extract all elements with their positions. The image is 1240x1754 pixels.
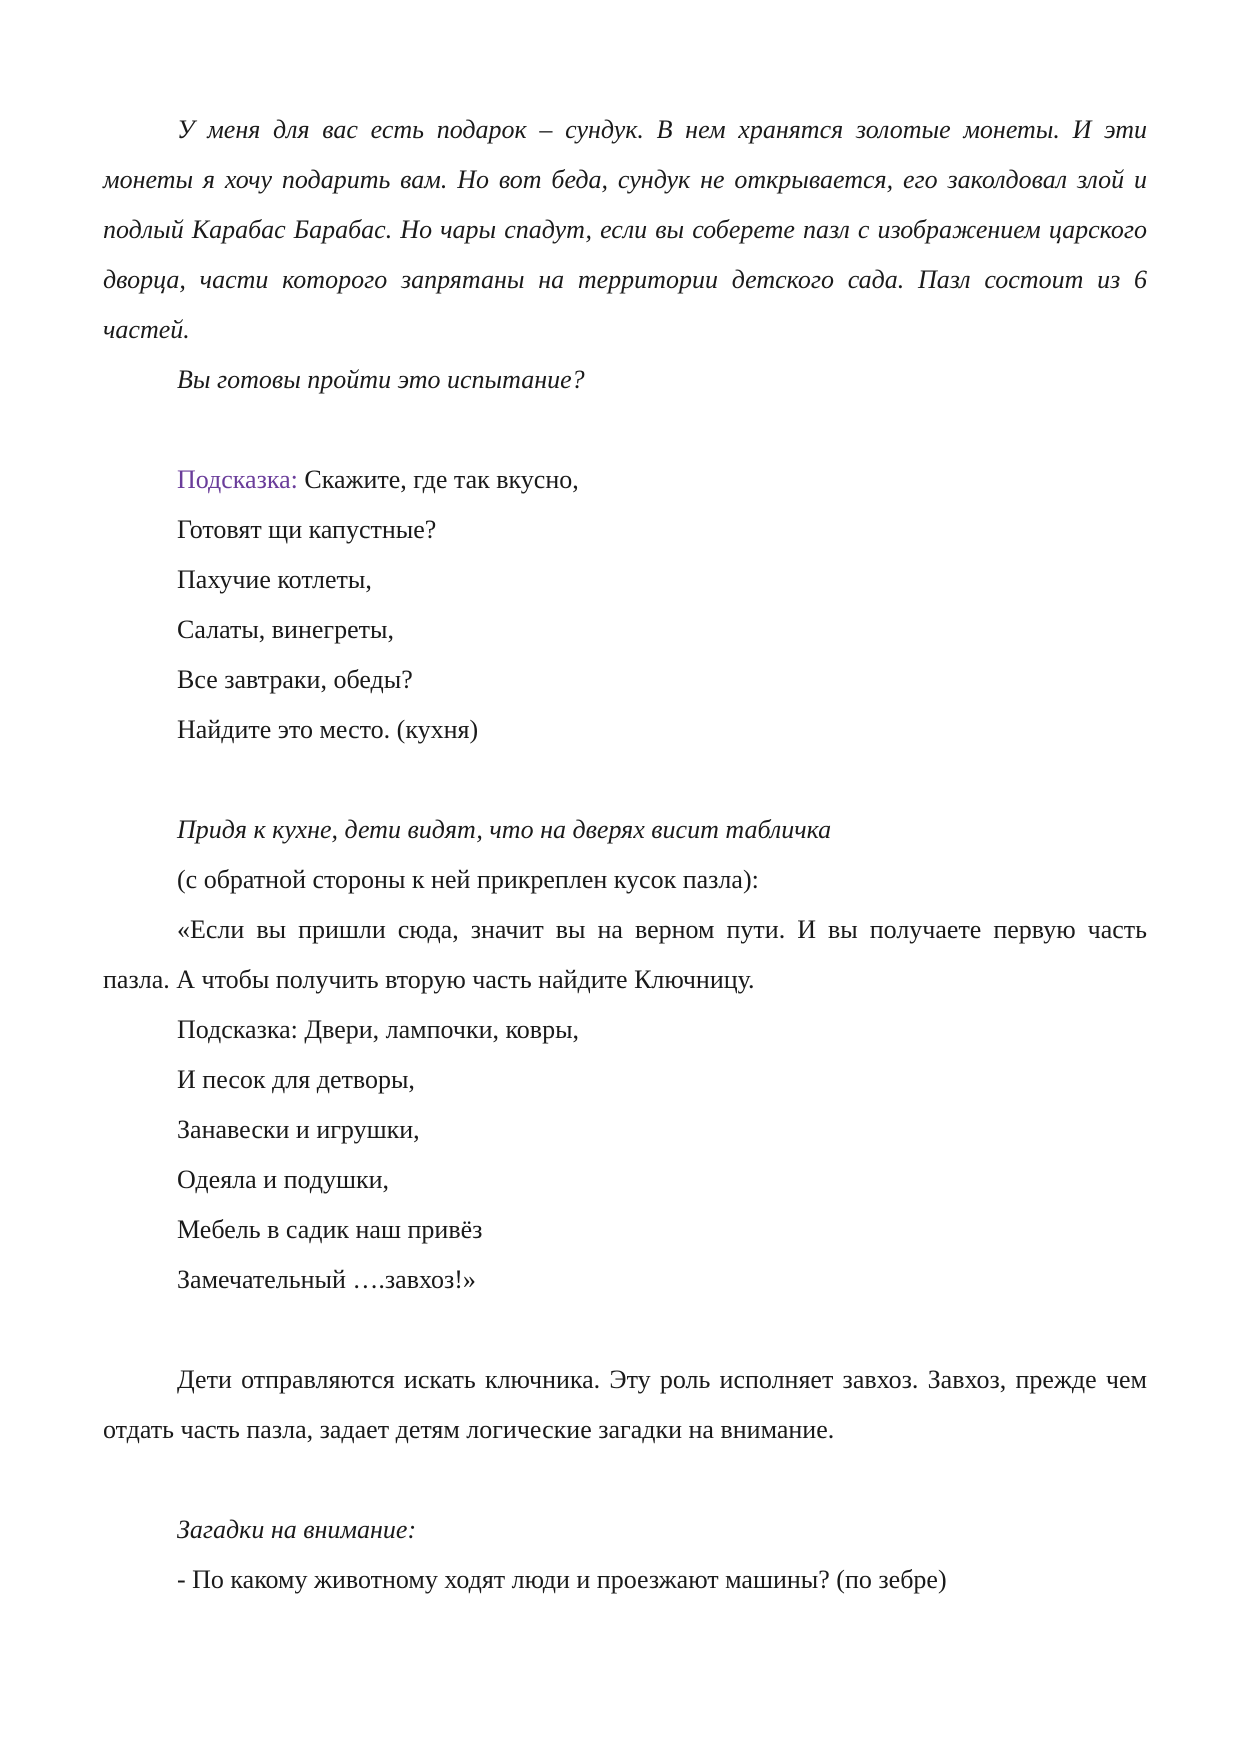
kitchen-note: (с обратной стороны к ней прикреплен кусок пазла): <box>177 865 759 894</box>
spacer <box>103 1305 1147 1355</box>
riddle2-line: Мебель в садик наш привёз <box>177 1215 483 1244</box>
attention-heading: Загадки на внимание: <box>177 1515 417 1544</box>
riddle1-line: Салаты, винегреты, <box>177 615 394 644</box>
riddle2-line: Одеяла и подушки, <box>177 1165 390 1194</box>
spacer <box>103 755 1147 805</box>
document-body <box>103 105 1147 1605</box>
spacer <box>103 405 1147 455</box>
intro-paragraph: У меня для вас есть подарок – сундук. В нем хранятся золотые монеты. И эти монеты я хочу подарить вам. Но вот беда, сундук не открывается, его заколдовал злой и подлый Карабас Барабас. Но чары спадут, если вы соберете пазл с изображением царского дворца, части которого запрятаны на территории детского сада. Пазл состоит из 6 частей. <box>103 115 1147 344</box>
riddle2-line: И песок для детворы, <box>177 1065 415 1094</box>
intro-question: Вы готовы пройти это испытание? <box>177 365 585 394</box>
kitchen-narration: Придя к кухне, дети видят, что на дверях висит табличка <box>177 815 832 844</box>
sign-text: «Если вы пришли сюда, значит вы на верном пути. И вы получаете первую часть пазла. А чтобы получить вторую часть найдите Ключницу. <box>103 915 1147 994</box>
spacer <box>103 1455 1147 1505</box>
keeper-paragraph: Дети отправляются искать ключника. Эту роль исполняет завхоз. Завхоз, прежде чем отдать часть пазла, задает детям логические загадки на внимание. <box>103 1365 1147 1444</box>
riddle1-line: Пахучие котлеты, <box>177 565 372 594</box>
riddle1-line-text: Скажите, где так вкусно, <box>297 465 579 494</box>
riddle1-answer-line: Найдите это место. (кухня) <box>177 715 479 744</box>
riddle2-line: Подсказка: Двери, лампочки, ковры, <box>177 1015 580 1044</box>
attention-riddle-item: - По какому животному ходят люди и проезжают машины? (по зебре) <box>177 1565 947 1594</box>
riddle1-line: Готовят щи капустные? <box>177 515 437 544</box>
riddle1-first-line <box>103 455 1147 505</box>
riddle1-line: Все завтраки, обеды? <box>177 665 413 694</box>
hint-label: Подсказка: <box>177 465 298 494</box>
riddle2-line: Занавески и игрушки, <box>177 1115 420 1144</box>
riddle2-line: Замечательный ….завхоз!» <box>177 1265 476 1294</box>
